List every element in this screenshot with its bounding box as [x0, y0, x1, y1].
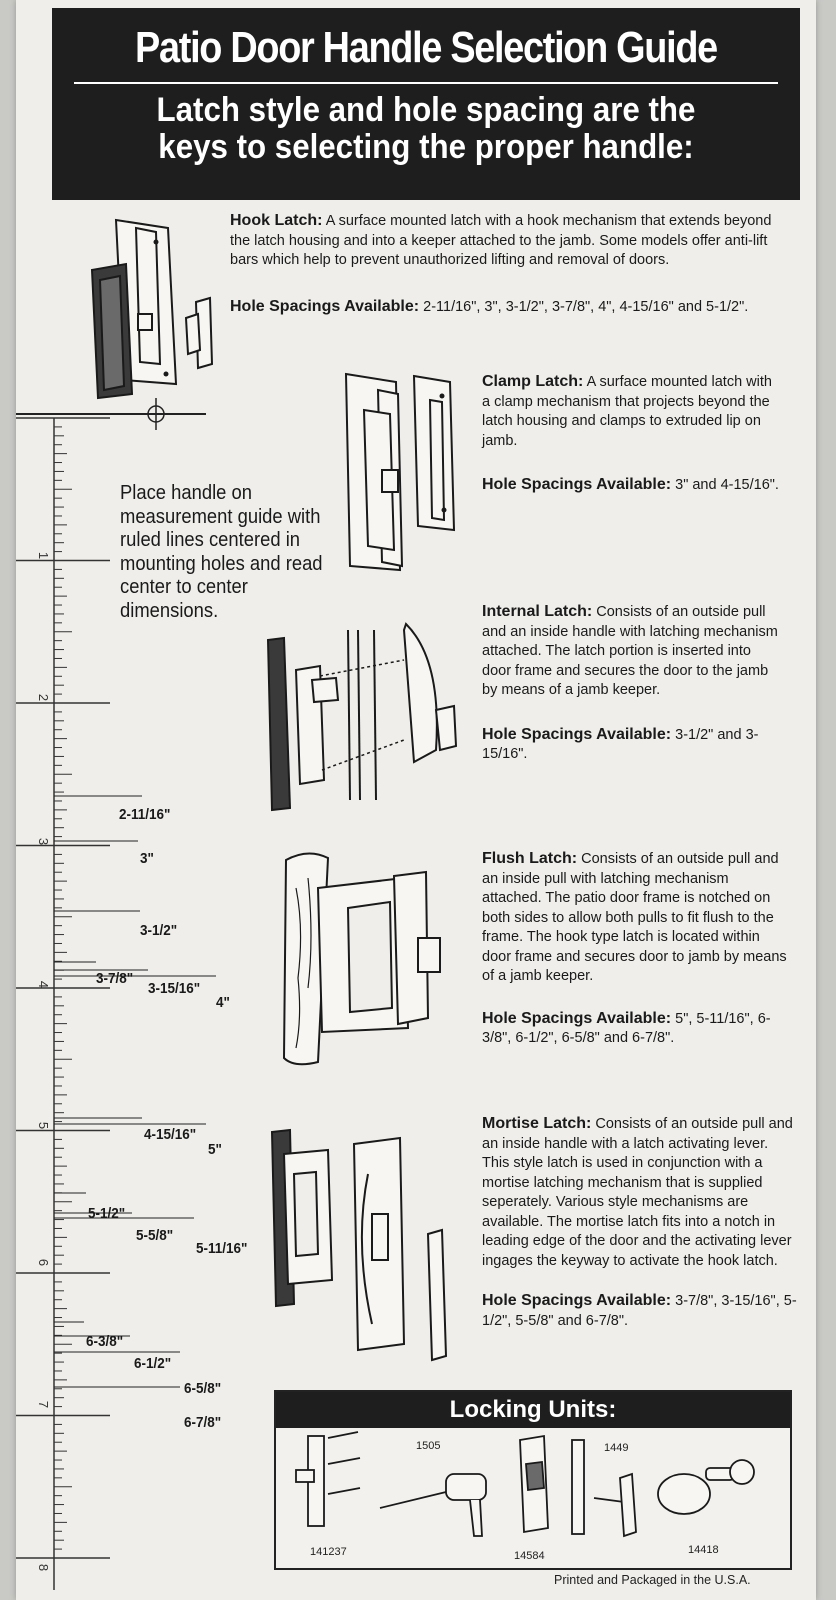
ruler-label-5-5-8: 5-5/8" — [136, 1227, 174, 1244]
mortise-latch-name: Mortise Latch: — [482, 1115, 592, 1132]
lock-code-14418: 14418 — [688, 1544, 719, 1556]
flush-latch-section — [482, 849, 792, 1049]
flush-latch-illustration-icon — [278, 848, 458, 1072]
internal-latch-illustration-icon — [264, 620, 474, 820]
clamp-latch-section — [482, 372, 782, 496]
ruler-label-3-7-8: 3-7/8" — [96, 970, 134, 987]
hook-latch-section — [230, 211, 780, 317]
ruler-label-3: 3" — [140, 850, 154, 867]
ruler-number-8: 8 — [36, 1563, 52, 1572]
subtitle-line-1: Latch style and hole spacing are the — [156, 91, 696, 129]
hook-latch-spacing-values: 2-11/16", 3", 3-1/2", 3-7/8", 4", 4-15/16" and 5-1/2". — [423, 298, 749, 315]
mortise-latch-spacing-label: Hole Spacings Available: — [482, 1292, 672, 1309]
ruler-label-5-1-2: 5-1/2" — [88, 1205, 126, 1222]
ruler-guide-lines — [54, 796, 216, 1387]
clamp-latch-spacing-values: 3" and 4-15/16". — [675, 477, 779, 493]
flush-latch-spacing-values: 5", 5-11/16", 6-3/8", 6-1/2", 6-5/8" and 6-7/8". — [482, 1010, 771, 1046]
internal-latch-spacing-label: Hole Spacings Available: — [482, 725, 672, 743]
flush-latch-spacing-label: Hole Spacings Available: — [482, 1009, 672, 1027]
mortise-latch-section — [482, 1114, 798, 1331]
guide-card — [16, 0, 816, 1600]
internal-latch-name: Internal Latch: — [482, 603, 593, 620]
ruler-label-3-15-16: 3-15/16" — [148, 980, 201, 997]
locking-units-title: Locking Units: — [276, 1392, 790, 1428]
flush-latch-description: Consists of an outside pull and an inside pull with latching mechanism attached. The patio door frame is notched on both sides to allow both pulls to fit flush to the frame. The hook type latch is located within door frame and secures door to jamb by means of a jamb keeper. — [482, 851, 787, 984]
ruler-label-4-15-16: 4-15/16" — [144, 1126, 197, 1143]
lock-code-141237: 141237 — [310, 1546, 347, 1558]
locking-units-panel — [274, 1390, 792, 1570]
lock-1505-icon — [380, 1474, 486, 1536]
ruler-label-6-1-2: 6-1/2" — [134, 1355, 172, 1372]
clamp-latch-spacing-label: Hole Spacings Available: — [482, 476, 672, 493]
ruler-number-4: 4 — [36, 980, 52, 989]
clamp-latch-illustration-icon — [338, 370, 478, 580]
ruler-label-5: 5" — [208, 1141, 222, 1158]
ruler-label-6-5-8: 6-5/8" — [184, 1380, 222, 1397]
ruler-label-4: 4" — [216, 994, 230, 1011]
hook-latch-name: Hook Latch: — [230, 212, 323, 229]
ruler-label-5-11-16: 5-11/16" — [196, 1240, 248, 1257]
page-title: Patio Door Handle Selection Guide — [135, 23, 717, 72]
internal-latch-section — [482, 602, 782, 765]
ruler-ticks — [16, 418, 110, 1590]
clamp-latch-description: A surface mounted latch with a clamp mechanism that projects beyond the latch housing and clamps to extruded lip on jamb. — [482, 374, 772, 449]
ruler-number-2: 2 — [36, 693, 52, 702]
internal-latch-spacing-values: 3-1/2" and 3-15/16". — [482, 726, 759, 762]
ruler-number-1: 1 — [36, 551, 52, 560]
lock-14584-icon — [520, 1436, 548, 1532]
lock-code-1505: 1505 — [416, 1440, 441, 1452]
lock-1449-icon — [572, 1440, 636, 1536]
mortise-latch-description: Consists of an outside pull and an inside handle with a latch activating lever. This style latch is used in conjunction with a mortise latching mechanism that is supplied seperately. Various style mechanisms are available. The mortise latch fits into a notch in leading edge of the door and the activating lever ingages the keyway to activate the hook latch. — [482, 1116, 793, 1269]
mortise-latch-spacing-values: 3-7/8", 3-15/16", 5-1/2", 5-5/8" and 6-7/8". — [482, 1293, 797, 1329]
lock-14418-icon — [658, 1460, 754, 1514]
hook-latch-illustration-icon — [86, 214, 226, 404]
mortise-latch-illustration-icon — [268, 1124, 478, 1374]
measurement-instruction: Place handle on measurement guide with ruled lines centered in mounting holes and read center to center dimensions. — [120, 482, 323, 622]
lock-code-1449: 1449 — [604, 1442, 629, 1454]
ruler-number-6: 6 — [36, 1258, 52, 1267]
ruler-number-7: 7 — [36, 1400, 52, 1409]
internal-latch-description: Consists of an outside pull and an inside handle with latching mechanism attached. The latch portion is inserted into door frame and secures the door to the jamb by means of a jamb keeper. — [482, 604, 778, 698]
flush-latch-name: Flush Latch: — [482, 850, 578, 867]
hook-latch-spacing-label: Hole Spacings Available: — [230, 297, 420, 315]
lock-code-14584: 14584 — [514, 1550, 545, 1562]
clamp-latch-name: Clamp Latch: — [482, 373, 584, 390]
subtitle-line-2: keys to selecting the proper handle: — [158, 128, 694, 166]
footer-note: Printed and Packaged in the U.S.A. — [554, 1573, 751, 1587]
ruler-label-6-3-8: 6-3/8" — [86, 1333, 124, 1350]
hook-latch-description: A surface mounted latch with a hook mechanism that extends beyond the latch housing and into a keeper attached to the jamb. Some models offer anti-lift bars which help to prevent unauthorized lifting and removal of doors. — [230, 213, 772, 268]
ruler-number-5: 5 — [36, 1121, 52, 1130]
ruler-label-3-1-2: 3-1/2" — [140, 922, 178, 939]
lock-141237-icon — [296, 1432, 360, 1526]
ruler-label-2-11-16: 2-11/16" — [119, 806, 171, 823]
ruler-number-3: 3 — [36, 837, 52, 846]
ruler-label-6-7-8: 6-7/8" — [184, 1414, 222, 1431]
